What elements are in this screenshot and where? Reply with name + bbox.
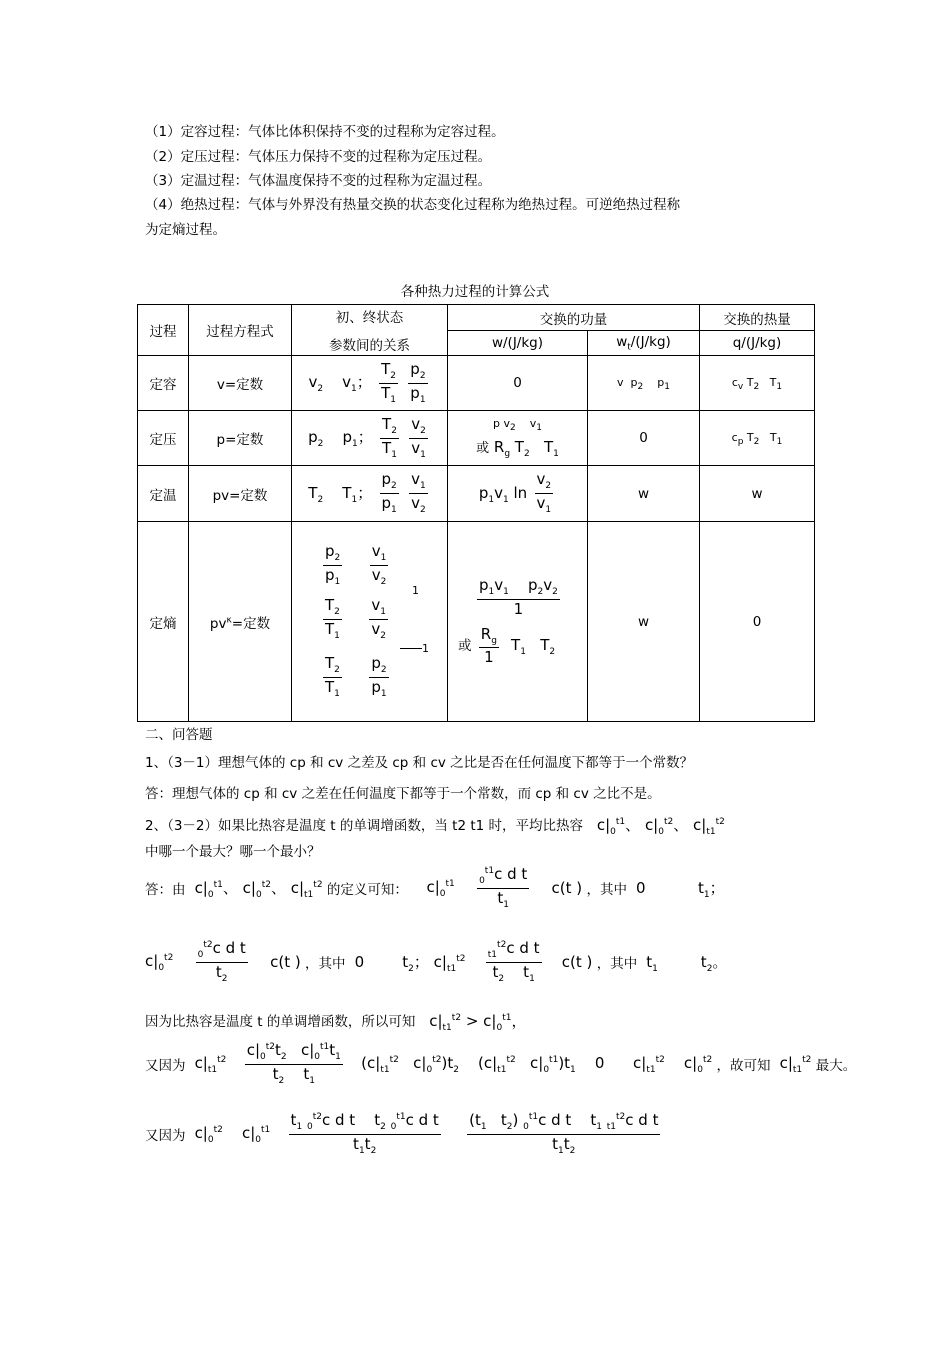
cell-work-w: p $v_2$ $v_1$ 或 $R_g$ $T_2$ $T_1$ [448,411,588,466]
header-work: 交换的功量 [448,305,700,331]
answer-2-line-2: $c|_0^{t2}$ $\frac{_0^{t2}c d t}{t_2}$ c(t ) ，其中 0 $t_2$； $c|_{t1}^{t2}$ $\frac{_{t1}^{t2}c d t}{t_2 t_1}$ c(t ) ，其中 $t_1$ $t_2$。 [145,939,728,984]
cell-equation: v=定数 [189,356,292,411]
table-row [138,411,815,466]
cell-work-wt: 0 [588,411,700,466]
definition-adiabatic: （4）绝热过程：气体与外界没有热量交换的状态变化过程称为绝热过程。可逆绝热过程称 [145,197,681,213]
cell-work-w: $p_1v_1$ ln $\frac{v_2}{v_1}$ [448,466,588,522]
answer-1: 答：理想气体的 cp 和 cv 之差在任何温度下都等于一个常数，而 cp 和 cv 之比不是。 [145,786,661,802]
cell-work-w: $\frac{p_1v_1 p_2v_2}{1}$ 或 $\frac{R_g}{1}$ $T_1$ $T_2$ [448,522,588,722]
cell-equation: pv=定数 [189,466,292,522]
question-1: 1、（3－1）理想气体的 cp 和 cv 之差及 cp 和 cv 之比是否在任何温度下都等于一个常数？ [145,755,694,771]
cell-relation: $T_2$ $T_1$； $\frac{p_2}{p_1}$ $\frac{v_1}{v_2}$ [292,466,448,522]
cell-relation: $v_2$ $v_1$； $\frac{T_2}{T_1}$ $\frac{p_2}{p_1}$ [292,356,448,411]
answer-2-again-2: 又因为 $c|_0^{t2}$ $c|_0^{t1}$ $\frac{t_1 _0^{t2}c d t t_2 _0^{t1}c d t}{t_1t_2}$ $\frac{(t_1 t_2) _0^{t1}c d t t_1 _{t1}^{t2}c d t}{t_1t_2}$ [145,1111,659,1156]
cell-process: 定熵 [138,522,189,722]
table-row [138,522,815,722]
table-row [138,356,815,411]
question-2: 2、（3－2）如果比热容是温度 t 的单调增函数，当 t2 t1 时，平均比热容 $c|_0^{t1}$、 $c|_0^{t2}$、 $c|_{t1}^{t2}$ [145,816,725,837]
cell-process: 定温 [138,466,189,522]
cell-relation: $p_2$ $p_1$； $\frac{T_2}{T_1}$ $\frac{v_2}{v_1}$ [292,411,448,466]
cell-process: 定容 [138,356,189,411]
definition-isothermal: （3）定温过程：气体温度保持不变的过程称为定温过程。 [145,173,492,189]
definition-isobaric: （2）定压过程：气体压力保持不变的过程称为定压过程。 [145,149,492,165]
cell-heat: 0 [700,522,815,722]
cell-work-wt: w [588,522,700,722]
cell-equation: p=定数 [189,411,292,466]
header-process: 过程 [138,305,189,356]
header-work-wt: $w_t/(J/kg)$ [588,331,700,356]
answer-2-increasing: 因为比热容是温度 t 的单调增函数，所以可知 $c|_{t1}^{t2} > c|_0^{t1}$， [145,1012,527,1033]
cell-work-wt: w [588,466,700,522]
header-relation: 初、终状态 参数间的关系 [292,305,448,356]
cell-work-wt: v $p_2$ $p_1$ [588,356,700,411]
header-equation: 过程方程式 [189,305,292,356]
header-heat-q: q/(J/kg) [700,331,815,356]
section-title: 二、问答题 [145,727,213,743]
cell-heat: $c_p$ $T_2$ $T_1$ [700,411,815,466]
cell-work-w: 0 [448,356,588,411]
definition-isochoric: （1）定容过程：气体比体积保持不变的过程称为定容过程。 [145,124,505,140]
question-2-cont: 中哪一个最大？哪一个最小？ [145,844,321,860]
table-row [138,466,815,522]
header-work-w: w/(J/kg) [448,331,588,356]
process-formula-table [137,304,815,722]
cell-heat: w [700,466,815,522]
answer-2-again-1: 又因为 $c|_{t1}^{t2}$ $\frac{c|_0^{t2}t_2 c|_0^{t1}t_1}{t_2 t_1}$ ($c|_{t1}^{t2}$ $c|_0^{t2})t_2$ ($c|_{t1}^{t2}$ $c|_0^{t1})t_1$ 0 $c|_{t1}^{t2}$ $c|_0^{t2}$ ，故可知 $c|_{t1}^{t2}$ 最大。 [145,1041,857,1086]
header-heat: 交换的热量 [700,305,815,331]
cell-heat: $c_v$ $T_2$ $T_1$ [700,356,815,411]
cell-equation: $pv^\kappa=$定数 [189,522,292,722]
cell-process: 定压 [138,411,189,466]
answer-2-line-1: 答：由 $c|_0^{t1}$、 $c|_0^{t2}$、 $c|_{t1}^{t2}$ 的定义可知： $c|_0^{t1}$ $\frac{_0^{t1}c d t}{t_1}$ c(t ) ，其中 0 $t_1$； [145,865,725,910]
cell-relation: $\frac{p_2}{p_1}$ $\frac{v_1}{v_2}$ 1 $\frac{T_2}{T_1}$ $\frac{v_1}{v_2}$ 1 $\frac{T_2}{T_1}$ $\frac{p_2}{p_1}$ [292,522,448,722]
table-caption: 各种热力过程的计算公式 [400,284,550,300]
definition-adiabatic-cont: 为定熵过程。 [145,222,226,238]
